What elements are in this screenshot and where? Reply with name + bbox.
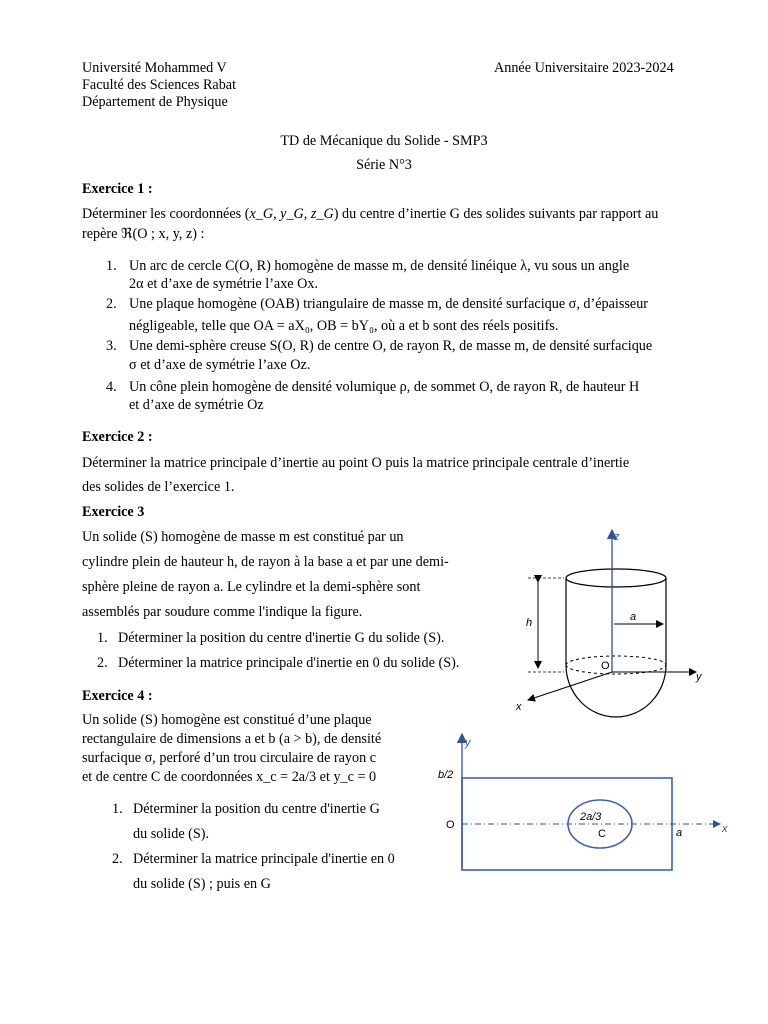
list-item: Un cône plein homogène de densité volumique ρ, de sommet O, de rayon R, de hauteur H [129,379,640,395]
ex3-figure [500,520,720,720]
list-number: 4. [106,379,117,395]
list-item-cont: du solide (S). [133,826,210,842]
ex1-heading: Exercice 1 : [82,181,153,197]
half-b-label: b/2 [438,769,454,781]
ex3-line3: sphère pleine de rayon a. Le cylindre et la demi-sphère sont [82,579,421,595]
hemisphere-outline [566,665,666,717]
z-axis-label: z [614,531,620,543]
list-item: Un arc de cercle C(O, R) homogène de masse m, de densité linéique λ, vu sous un angle [129,258,630,274]
ex1-intro-b: x_G, y_G, z_G [249,206,334,222]
ex3-line2: cylindre plein de hauteur h, de rayon à la base a et par une demi- [82,554,449,570]
y-axis-label: y [465,737,471,749]
list-item-cont: 2α et d’axe de symétrie l’axe Ox. [129,276,319,292]
ex2-line1: Déterminer la matrice principale d’inertie au point O puis la matrice principale centrale d’inertie [82,455,630,471]
list-item-cont: négligeable, telle que OA = aX₀, OB = bY₀, où a et b sont des réels positifs. [129,318,559,334]
ex3-heading: Exercice 3 [82,504,145,520]
list-number: 2. [112,851,123,867]
list-item: Déterminer la matrice principale d'inertie en 0 [133,851,395,867]
list-item: Déterminer la position du centre d'inertie G du solide (S). [118,630,445,646]
faculty-name: Faculté des Sciences Rabat [82,77,237,93]
list-number: 2. [106,296,117,312]
height-label: h [526,617,533,629]
list-number: 1. [112,801,123,817]
ex1-intro-c: ) du centre d’inertie G des solides suivants par rapport au [333,206,659,222]
list-item: Une demi-sphère creuse S(O, R) de centre O, de rayon R, de masse m, de densité surfacique [129,338,653,354]
cylinder-base-front [566,665,666,674]
series-number: Série N°3 [356,157,412,173]
ex4-line1: Un solide (S) homogène est constitué d’une plaque [82,712,372,728]
academic-year: Année Universitaire 2023-2024 [494,60,674,76]
university-name: Université Mohammed V [82,60,227,76]
list-item: Déterminer la position du centre d'inertie G [133,801,380,817]
x-axis-label: x [722,823,728,835]
ex3-line1: Un solide (S) homogène de masse m est constitué par un [82,529,404,545]
list-item-cont: du solide (S) ; puis en G [133,876,271,892]
cylinder-base-back [566,656,666,665]
radius-label: a [630,611,637,623]
ex3-line4: assemblés par soudure comme l'indique la figure. [82,604,363,620]
list-number: 2. [97,655,108,671]
ex4-heading: Exercice 4 : [82,688,153,704]
list-number: 1. [97,630,108,646]
origin-label: O [601,660,610,672]
list-item: Une plaque homogène (OAB) triangulaire de masse m, de densité surfacique σ, d’épaisseur [129,296,649,312]
hole-x-label: 2a/3 [580,811,602,823]
ex4-figure [430,728,740,878]
ex4-line4: et de centre C de coordonnées x_c = 2a/3 et y_c = 0 [82,769,377,785]
page-title: TD de Mécanique du Solide - SMP3 [280,133,488,149]
hole-center-label: C [598,828,606,840]
list-item-cont: σ et d’axe de symétrie l’axe Oz. [129,357,311,373]
width-label: a [676,827,683,839]
origin-label: O [446,819,455,831]
x-axis-label: x [516,701,522,713]
ex1-intro-line1 [82,206,696,223]
cylinder-top [566,569,666,587]
ex4-line2: rectangulaire de dimensions a et b (a > b), de densité [82,731,382,747]
ex1-intro-line2: repère ℜ(O ; x, y, z) : [82,226,205,242]
ex1-intro-a: Déterminer les coordonnées ( [82,206,250,222]
x-axis [528,672,612,700]
ex2-line2: des solides de l’exercice 1. [82,479,235,495]
y-axis-label: y [696,671,702,683]
list-item-cont: et d’axe de symétrie Oz [129,397,264,413]
list-item: Déterminer la matrice principale d'inertie en 0 du solide (S). [118,655,460,671]
list-number: 1. [106,258,117,274]
department-name: Département de Physique [82,94,228,110]
ex4-line3: surfacique σ, perforé d’un trou circulaire de rayon c [82,750,377,766]
list-number: 3. [106,338,117,354]
ex2-heading: Exercice 2 : [82,429,153,445]
